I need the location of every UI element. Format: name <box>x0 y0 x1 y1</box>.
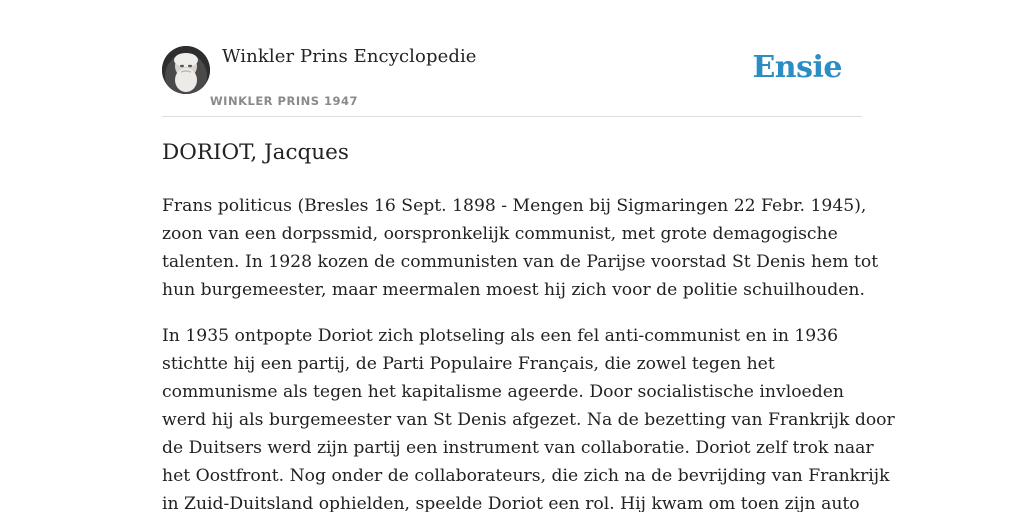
edition-label[interactable]: WINKLER PRINS 1947 <box>210 94 359 108</box>
avatar[interactable] <box>162 46 210 94</box>
paragraph-line: Frans politicus (Bresles 16 Sept. 1898 - Mengen bij Sigmaringen 22 Febr. 1945), <box>162 196 867 216</box>
paragraph-line: talenten. In 1928 kozen de communisten van de Parijse voorstad St Denis hem tot <box>162 252 879 272</box>
article-title: DORIOT, Jacques <box>162 140 349 165</box>
paragraph-line: stichtte hij een partij, de Parti Populaire Français, die zowel tegen het <box>162 354 775 374</box>
article-paragraph <box>162 322 895 512</box>
author-portrait-icon <box>162 46 210 94</box>
article-paragraph <box>162 192 879 304</box>
paragraph-line: communisme als tegen het kapitalisme ageerde. Door socialistische invloeden <box>162 382 844 402</box>
ensie-logo[interactable]: Ensie <box>752 50 842 85</box>
site-name[interactable]: Winkler Prins Encyclopedie <box>222 46 477 67</box>
site-header <box>162 0 862 117</box>
paragraph-line: de Duitsers werd zijn partij een instrument van collaboratie. Doriot zelf trok naar <box>162 438 874 458</box>
paragraph-line: het Oostfront. Nog onder de collaborateurs, die zich na de bevrijding van Frankrijk <box>162 466 890 486</box>
paragraph-line: hun burgemeester, maar meermalen moest hij zich voor de politie schuilhouden. <box>162 280 865 300</box>
paragraph-line: werd hij als burgemeester van St Denis afgezet. Na de bezetting van Frankrijk door <box>162 410 895 430</box>
article-body <box>162 192 895 512</box>
paragraph-line: zoon van een dorpssmid, oorspronkelijk communist, met grote demagogische <box>162 224 838 244</box>
content-container <box>162 0 895 512</box>
paragraph-line: in Zuid-Duitsland ophielden, speelde Doriot een rol. Hij kwam om toen zijn auto <box>162 494 860 512</box>
paragraph-line: In 1935 ontpopte Doriot zich plotseling als een fel anti-communist en in 1936 <box>162 326 839 346</box>
